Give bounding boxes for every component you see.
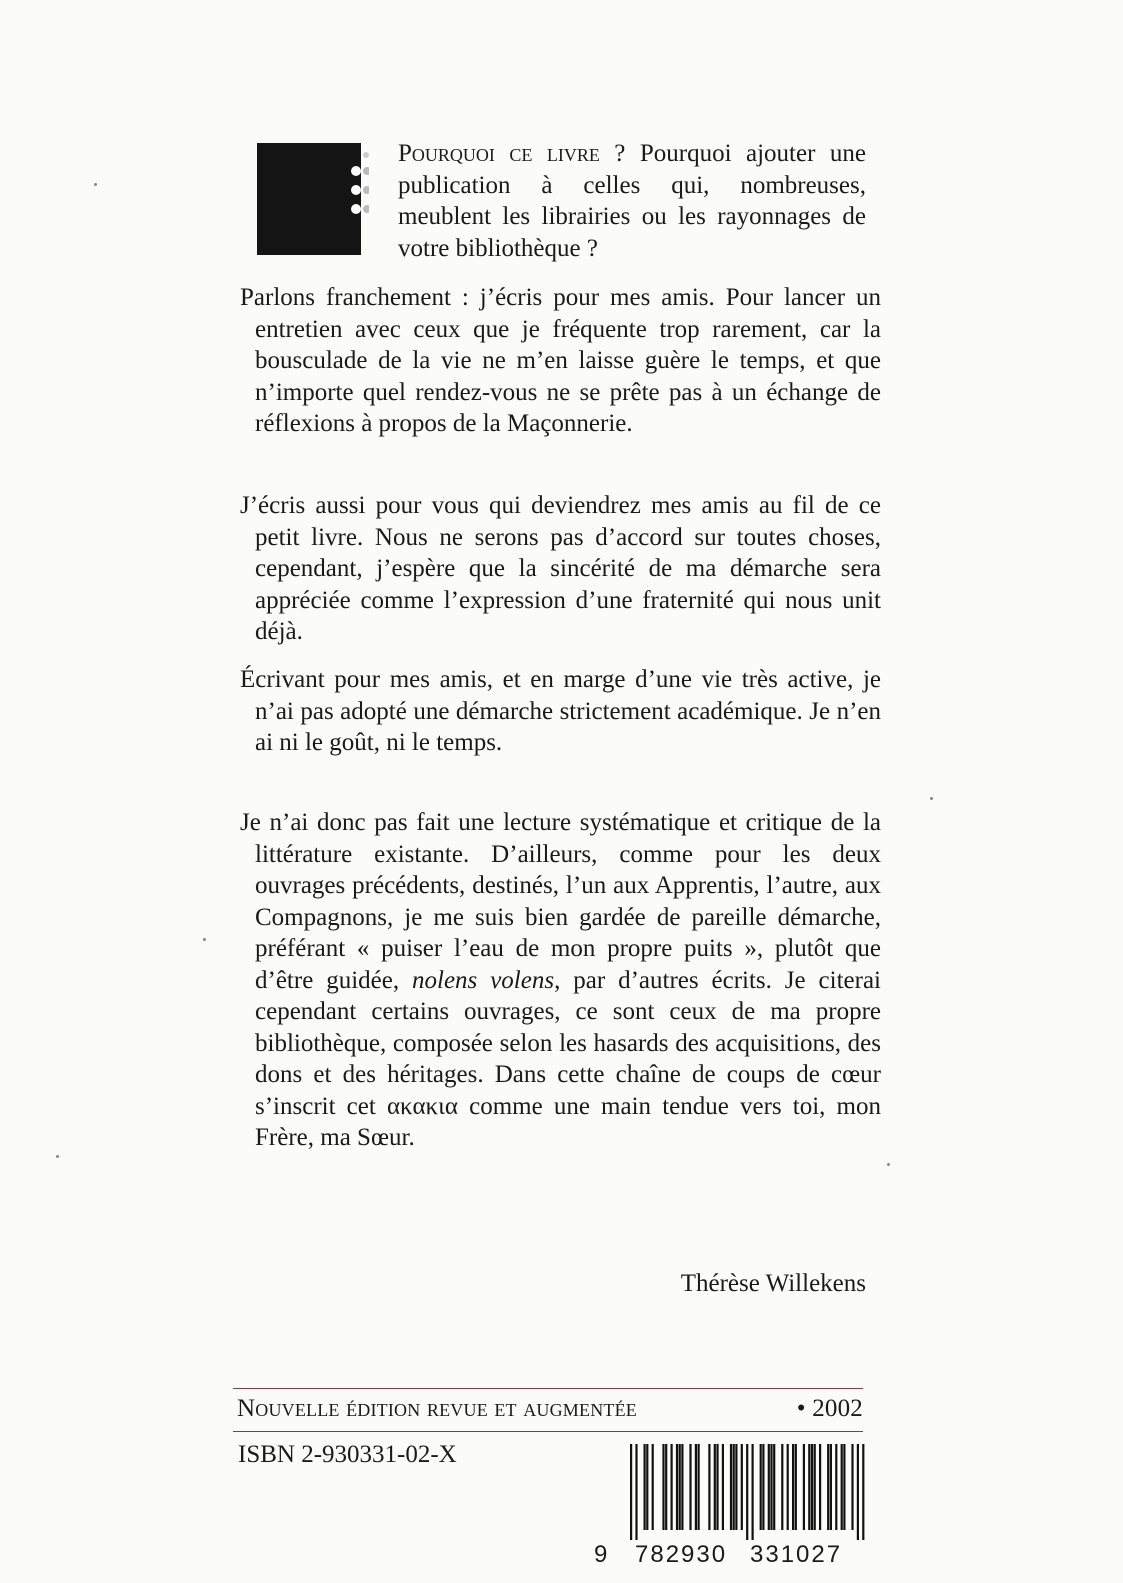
paper-speck (887, 1163, 890, 1166)
author-signature: Thérèse Willekens (680, 1270, 866, 1297)
edition-bullet: • (796, 1395, 806, 1422)
paragraph-1: Parlons franchement : j’écris pour mes amis. Pour lancer un entretien avec ceux que je fréquente trop rarement, car la bousculade de la vie ne m’en laisse guère le temps, et que n’importe quel rendez-vous ne se prête pas à un échange de réflexions à propos de la Maçonnerie. (240, 284, 881, 437)
isbn: ISBN 2-930331-02-X (238, 1441, 457, 1468)
barcode-right-group: 331027 (750, 1541, 843, 1568)
paragraph-3: Écrivant pour mes amis, et en marge d’une vie très active, je n’ai pas adopté une démarche strictement académique. Je n’en ai ni le goût, ni le temps. (240, 666, 881, 756)
edition-line (237, 1392, 863, 1426)
paper-speck (930, 797, 933, 800)
paragraph-4-start: Je n’ai donc pas fait une lecture systématique et critique de la littérature existante. D’ailleurs, comme pour les deux ouvrages précédents, destinés, l’un aux Apprentis, l’autre, aux Compagnons, je me suis bien gardée de pareille démarche, préférant « puiser l’eau de mon propre puits », plutôt que d’être guidée, (240, 809, 881, 994)
paragraph-4 (240, 807, 881, 1154)
edition-year-group (797, 1392, 863, 1426)
intro-text: Pourquoi ajouter une publication à celles qui, nombreuses, meublent les librairies ou les rayonnages de votre bibliothèque ? (398, 140, 866, 262)
barcode-bars-icon (590, 1440, 866, 1540)
barcode (590, 1440, 866, 1570)
edition-label: Nouvelle édition revue et augmentée (237, 1395, 637, 1422)
intro-lead: Pourquoi ce livre ? (398, 140, 626, 167)
barcode-digits (590, 1540, 866, 1570)
barcode-left-group: 782930 (635, 1541, 728, 1568)
intro-paragraph (398, 138, 866, 264)
braille-dots-logo-icon (257, 143, 369, 255)
divider-bottom (233, 1431, 863, 1432)
paper-speck (56, 1155, 59, 1158)
divider-top (233, 1388, 863, 1389)
paragraph-4-end: , par d’autres écrits. Je citerai cependant certains ouvrages, ce sont ceux de ma propre bibliothèque, composée selon les hasards des acquisitions, des dons et des héritages. Dans cette chaîne de coups de cœur s’inscrit cet ακακια comme une main tendue vers toi, mon Frère, ma Sœur. (255, 966, 882, 1151)
paragraph-2: J’écris aussi pour vous qui deviendrez mes amis au fil de ce petit livre. Nous ne serons pas d’accord sur toutes choses, cependant, j’espère que la sincérité de ma démarche sera appréciée comme l’expression d’une fraternité qui nous unit déjà. (240, 492, 881, 645)
barcode-lead-digit: 9 (594, 1541, 608, 1568)
paper-speck (203, 938, 206, 941)
latin-phrase: nolens volens (412, 966, 555, 994)
paper-speck (94, 183, 97, 186)
edition-year: 2002 (812, 1395, 863, 1422)
